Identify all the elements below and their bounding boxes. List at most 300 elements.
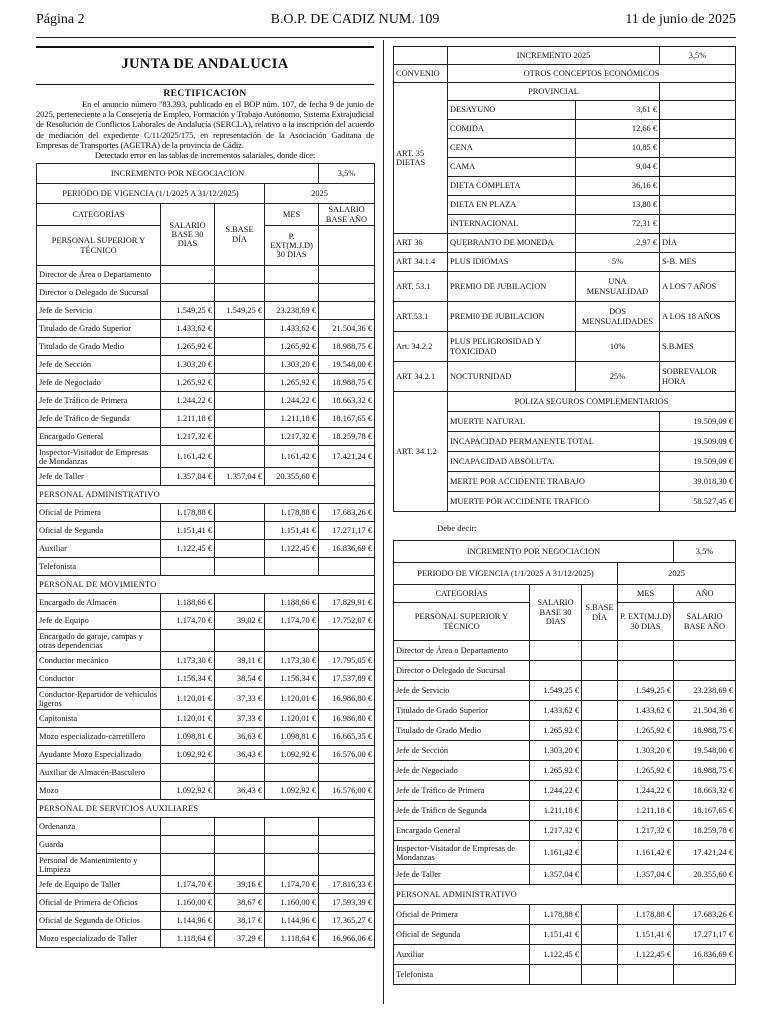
salario-base-anio: 18.663,32 €: [674, 781, 736, 801]
salario-base-anio: [319, 266, 375, 284]
category-name: Inspector-Visitador de Empresas de Mondanzas: [394, 841, 530, 865]
pext-mes: 1.144,96 €: [265, 912, 319, 930]
sbase-dia: [582, 945, 618, 965]
category-name: Inspector-Visitador de Empresas de Mondanzas: [37, 446, 161, 468]
concept-row: [394, 302, 736, 332]
salario-base-anio: 18.259,78 €: [319, 428, 375, 446]
salario-base-30: 1.217,32 €: [530, 821, 582, 841]
pext-mes: 1.265,92 €: [265, 374, 319, 392]
category-name: Auxiliar: [37, 540, 161, 558]
sbase-dia: 1.549,25 €: [215, 302, 265, 320]
pext-mes: 1.188,66 €: [265, 594, 319, 612]
sbase-dia: [215, 630, 265, 652]
salario-base-anio: 18.988,75 €: [319, 374, 375, 392]
salario-base-30: 1.265,92 €: [530, 721, 582, 741]
dieta-name: COMIDA: [448, 120, 576, 139]
sbase-dia: [582, 841, 618, 865]
dieta-name: CAMA: [448, 158, 576, 177]
sbase-dia: [582, 641, 618, 661]
salario-base-anio: 17.829,91 €: [319, 594, 375, 612]
table-row: [37, 728, 375, 746]
salario-base-30: 1.118,64 €: [161, 930, 215, 948]
header-salario-base-anio: SALARIO BASE AÑO: [319, 204, 375, 226]
salario-base-anio: 17.421,24 €: [319, 446, 375, 468]
pext-mes: 1.265,92 €: [618, 761, 674, 781]
bulletin-title: B.O.P. DE CADIZ NUM. 109: [270, 12, 440, 27]
pext-mes: 1.161,42 €: [265, 446, 319, 468]
concept-name: PLUS IDIOMAS: [448, 253, 576, 272]
pext-mes: 1.265,92 €: [618, 721, 674, 741]
table-row: [37, 374, 375, 392]
table-row: [37, 392, 375, 410]
dieta-name: CENA: [448, 139, 576, 158]
salario-base-30: 1.357,04 €: [530, 865, 582, 885]
category-name: Mozo: [37, 782, 161, 800]
category-name: Jefe de Negociado: [394, 761, 530, 781]
increment-value: 3,5%: [674, 541, 736, 563]
salario-base-30: 1.244,22 €: [161, 392, 215, 410]
category-name: Oficial de Segunda: [394, 925, 530, 945]
error-note: Detectado error en las tablas de incrementos salariales, donde dice:: [94, 150, 316, 161]
pext-mes: 1.174,70 €: [265, 876, 319, 894]
sbase-dia: [215, 428, 265, 446]
category-name: Auxiliar de Almacén-Basculero: [37, 764, 161, 782]
table-row: [394, 841, 736, 865]
salario-base-30: 1.303,20 €: [161, 356, 215, 374]
table-row: [37, 746, 375, 764]
sbase-dia: [582, 761, 618, 781]
concept-name: PREMIO DE JUBILACION: [448, 272, 576, 302]
pext-mes: 1.265,92 €: [265, 338, 319, 356]
sbase-dia: [215, 522, 265, 540]
salario-base-30: 1.265,92 €: [161, 338, 215, 356]
category-name: Jefe de Equipo de Taller: [37, 876, 161, 894]
category-name: Capitonista: [37, 710, 161, 728]
salario-base-anio: 16.966,06 €: [319, 930, 375, 948]
sbase-dia: 1.357,04 €: [215, 468, 265, 486]
category-name: Jefe de Tráfico de Segunda: [394, 801, 530, 821]
salario-base-anio: 23.238,69 €: [674, 681, 736, 701]
insurance-name: MUERTE NATURAL: [448, 412, 660, 432]
salario-base-30: 1.174,70 €: [161, 876, 215, 894]
sbase-dia: [215, 320, 265, 338]
period-label: PERIODO DE VIGENCIA (1/1/2025 A 31/12/2025): [394, 563, 618, 585]
salario-base-anio: 17.271,17 €: [319, 522, 375, 540]
salario-base-30: 1.120,01 €: [161, 688, 215, 710]
sbase-dia: 38,17 €: [215, 912, 265, 930]
sbase-dia: 39,16 €: [215, 876, 265, 894]
category-name: Jefe de Taller: [37, 468, 161, 486]
sbase-dia: [215, 504, 265, 522]
header-empty-cell: [319, 226, 375, 266]
table-row: [37, 764, 375, 782]
pext-mes: [265, 836, 319, 854]
salario-base-30: 1.211,18 €: [530, 801, 582, 821]
dieta-value: 12,66 €: [576, 120, 660, 139]
salario-base-30: 1.151,41 €: [161, 522, 215, 540]
salario-base-anio: 17.365,27 €: [319, 912, 375, 930]
insurance-value: 39.018,30 €: [660, 472, 736, 492]
salario-base-anio: 17.537,89 €: [319, 670, 375, 688]
table-row: [394, 801, 736, 821]
header-salario-base-30: SALARIO BASE 30 DIAS: [530, 585, 582, 641]
pext-mes: 1.244,22 €: [618, 781, 674, 801]
dieta-value: 10,85 €: [576, 139, 660, 158]
sbase-dia: [215, 356, 265, 374]
poliza-row: [394, 392, 736, 412]
pext-mes: 1.357,04 €: [618, 865, 674, 885]
table-row: [394, 905, 736, 925]
salario-base-30: 1.098,81 €: [161, 728, 215, 746]
table-row: [37, 594, 375, 612]
page-header: [36, 12, 736, 34]
pext-mes: 1.303,20 €: [618, 741, 674, 761]
category-name: Jefe de Tráfico de Primera: [37, 392, 161, 410]
table-row: [394, 965, 736, 985]
salario-base-anio: 17.752,07 €: [319, 612, 375, 630]
salario-base-30: 1.433,62 €: [530, 701, 582, 721]
table-row: [394, 781, 736, 801]
section-row: [37, 800, 375, 818]
sbase-dia: [215, 854, 265, 876]
table-row: [394, 761, 736, 781]
concept-row: [394, 253, 736, 272]
table-row: [394, 865, 736, 885]
table-row: [37, 540, 375, 558]
table-row: [37, 284, 375, 302]
pext-mes: 20.355,60 €: [265, 468, 319, 486]
table-row: [37, 266, 375, 284]
category-name: Guarda: [37, 836, 161, 854]
header-sbase-dia: S.BASE DÍA: [582, 585, 618, 641]
salario-base-30: 1.173,30 €: [161, 652, 215, 670]
category-name: Oficial de Segunda de Oficios: [37, 912, 161, 930]
sbase-dia: [215, 266, 265, 284]
salario-base-30: 1.092,92 €: [161, 746, 215, 764]
table-row: [394, 701, 736, 721]
sbase-dia: [215, 836, 265, 854]
salario-base-30: 1.217,32 €: [161, 428, 215, 446]
table-row: [37, 876, 375, 894]
salario-base-anio: 18.167,65 €: [674, 801, 736, 821]
empty-cell: [660, 120, 736, 139]
salario-base-anio: [319, 284, 375, 302]
pext-mes: 1.549,25 €: [618, 681, 674, 701]
salario-base-anio: 18.988,75 €: [319, 338, 375, 356]
table-row: [37, 320, 375, 338]
pext-mes: 1.098,81 €: [265, 728, 319, 746]
table-row: [394, 641, 736, 661]
table-row: [37, 710, 375, 728]
category-name: Titulado de Grado Medio: [394, 721, 530, 741]
insurance-value: 19.509,09 €: [660, 432, 736, 452]
poliza-label: POLIZA SEGUROS COMPLEMENTARIOS: [448, 392, 736, 412]
salario-base-anio: [674, 641, 736, 661]
concept-row: [394, 272, 736, 302]
category-name: Jefe de Negociado: [37, 374, 161, 392]
table-row: [394, 681, 736, 701]
header-sbase-dia: S.BASE DÍA: [215, 204, 265, 266]
table-row: [37, 930, 375, 948]
debe-decir-note: Debe decir:: [437, 523, 477, 533]
concept-article: ART 36: [394, 234, 448, 253]
concept-value: 25%: [576, 362, 660, 392]
right-column: [393, 46, 735, 985]
table-row: [37, 428, 375, 446]
salario-base-anio: [319, 836, 375, 854]
salario-base-30: 1.265,92 €: [530, 761, 582, 781]
issue-date: 11 de junio de 2025: [625, 12, 736, 27]
sbase-dia: [582, 821, 618, 841]
category-name: Mozo especializado de Taller: [37, 930, 161, 948]
sbase-dia: [215, 594, 265, 612]
salario-base-anio: 18.988,75 €: [674, 721, 736, 741]
category-name: Personal de Mantenimiento y Limpieza: [37, 854, 161, 876]
section-row: [37, 576, 375, 594]
salario-base-anio: 16.836,69 €: [674, 945, 736, 965]
pext-mes: [265, 266, 319, 284]
dieta-value: 36,16 €: [576, 177, 660, 196]
category-name: Director de Área o Departamento: [37, 266, 161, 284]
dieta-name: DIETA COMPLETA: [448, 177, 576, 196]
section-row: [394, 885, 736, 905]
salario-base-anio: 16.986,80 €: [319, 688, 375, 710]
period-value: 2025: [265, 184, 375, 204]
pext-mes: 1.120,01 €: [265, 688, 319, 710]
category-name: Jefe de Sección: [37, 356, 161, 374]
salary-table-correct: [393, 540, 736, 985]
table-row: [37, 522, 375, 540]
table-row: [37, 504, 375, 522]
concept-value: 5%: [576, 253, 660, 272]
table-row: [37, 302, 375, 320]
dieta-value: 72,31 €: [576, 215, 660, 234]
salario-base-anio: 19.548,00 €: [319, 356, 375, 374]
pext-mes: [265, 284, 319, 302]
table-row: [37, 338, 375, 356]
table-row: [37, 894, 375, 912]
empty-cell: [660, 101, 736, 120]
sbase-dia: [215, 558, 265, 576]
category-name: Jefe de Tráfico de Primera: [394, 781, 530, 801]
table-row: [37, 558, 375, 576]
empty-cell: [660, 215, 736, 234]
pext-mes: 1.118,64 €: [265, 930, 319, 948]
sbase-dia: [582, 925, 618, 945]
category-name: Director de Área o Departamento: [394, 641, 530, 661]
table-row: [394, 925, 736, 945]
insurance-value: 19.509,09 €: [660, 452, 736, 472]
category-name: Conductor mecánico: [37, 652, 161, 670]
salario-base-30: 1.161,42 €: [530, 841, 582, 865]
table-row: [37, 630, 375, 652]
category-name: Telefonista: [37, 558, 161, 576]
concept-article: Art. 34.2.2: [394, 332, 448, 362]
salario-base-30: 1.122,45 €: [161, 540, 215, 558]
salario-base-30: [161, 558, 215, 576]
otros-conceptos-label: OTROS CONCEPTOS ECONÓMICOS: [448, 65, 736, 83]
table-row: [37, 410, 375, 428]
category-name: Jefe de Taller: [394, 865, 530, 885]
sbase-dia: [215, 338, 265, 356]
salario-base-anio: 16.576,00 €: [319, 746, 375, 764]
sbase-dia: [215, 410, 265, 428]
table-row: [37, 670, 375, 688]
sbase-dia: [582, 721, 618, 741]
pext-mes: 23.238,69 €: [265, 302, 319, 320]
section-title: RECTIFICACION: [163, 89, 247, 99]
salario-base-anio: 21.504,36 €: [319, 320, 375, 338]
sbase-dia: 36,63 €: [215, 728, 265, 746]
concept-article: ART. 53.1: [394, 272, 448, 302]
sbase-dia: [215, 764, 265, 782]
dieta-value: 9,04 €: [576, 158, 660, 177]
section-label: PERSONAL DE SERVICIOS AUXILIARES: [37, 800, 375, 818]
insurance-value: 19.509,09 €: [660, 412, 736, 432]
table-row: [394, 741, 736, 761]
salario-base-30: 1.174,70 €: [161, 612, 215, 630]
sbase-dia: [582, 781, 618, 801]
salario-base-30: 1.357,04 €: [161, 468, 215, 486]
category-name: Director o Delegado de Sucursal: [37, 284, 161, 302]
pext-mes: [265, 558, 319, 576]
category-name: Encargado General: [394, 821, 530, 841]
pext-mes: 1.174,70 €: [265, 612, 319, 630]
increment-2025-value: 3,5%: [660, 47, 736, 65]
pext-mes: 1.178,88 €: [618, 905, 674, 925]
sbase-dia: [215, 284, 265, 302]
table-row: [37, 836, 375, 854]
salario-base-anio: [319, 630, 375, 652]
pext-mes: 1.151,41 €: [265, 522, 319, 540]
concept-unit: DÍA: [660, 234, 736, 253]
pext-mes: 1.433,62 €: [618, 701, 674, 721]
pext-mes: [265, 818, 319, 836]
insurance-value: 58.527,45 €: [660, 492, 736, 512]
pext-mes: 1.173,30 €: [265, 652, 319, 670]
category-name: Encargado de garaje, campas y otras dependencias: [37, 630, 161, 652]
salario-base-anio: 19.548,00 €: [674, 741, 736, 761]
category-name: Oficial de Primera de Oficios: [37, 894, 161, 912]
concept-article: ART 34.2.1: [394, 362, 448, 392]
category-name: Jefe de Tráfico de Segunda: [37, 410, 161, 428]
concept-name: PREMI0 DE JUBILACION: [448, 302, 576, 332]
pext-mes: 1.122,45 €: [265, 540, 319, 558]
salario-base-30: 1.211,18 €: [161, 410, 215, 428]
table-row: [37, 912, 375, 930]
dieta-name: DIETA EN PLAZA: [448, 196, 576, 215]
dieta-name: INTERNACIONAL: [448, 215, 576, 234]
salario-base-30: 1.144,96 €: [161, 912, 215, 930]
salario-base-anio: 16.836,69 €: [319, 540, 375, 558]
pext-mes: 1.151,41 €: [618, 925, 674, 945]
period-label: PERIODO DE VIGENCIA (1/1/2025 A 31/12/2025): [37, 184, 265, 204]
salario-base-anio: 17.683,26 €: [674, 905, 736, 925]
section-label: PERSONAL ADMINISTRATIVO: [394, 885, 736, 905]
header-categorias: CATEGORÍAS: [37, 204, 161, 226]
sbase-dia: 38,54 €: [215, 670, 265, 688]
sbase-dia: [582, 965, 618, 985]
header-mes: MES: [618, 585, 674, 603]
salario-base-anio: 21.504,36 €: [674, 701, 736, 721]
salario-base-30: [530, 965, 582, 985]
category-name: Telefonista: [394, 965, 530, 985]
table-row: [394, 821, 736, 841]
category-name: Titulado de Grado Superior: [394, 701, 530, 721]
pext-mes: 1.161,42 €: [618, 841, 674, 865]
header-personal-superior: PERSONAL SUPERIOR Y TÉCNICO: [37, 226, 161, 266]
sbase-dia: 36,43 €: [215, 782, 265, 800]
table-row: [37, 688, 375, 710]
salario-base-anio: 18.663,32 €: [319, 392, 375, 410]
pext-mes: [265, 764, 319, 782]
salario-base-anio: 18.259,78 €: [674, 821, 736, 841]
salario-base-anio: 18.167,65 €: [319, 410, 375, 428]
art35-dietas-label: ART. 35 DIETAS: [394, 83, 448, 234]
table-row: [394, 721, 736, 741]
salario-base-30: [161, 818, 215, 836]
concept-name: PLUS PELIGROSIDAD Y TOXICIDAD: [448, 332, 576, 362]
concept-row: [394, 332, 736, 362]
empty-cell: [660, 139, 736, 158]
header-salario-base-30: SALARIO BASE 30 DIAS: [161, 204, 215, 266]
salario-base-anio: [674, 965, 736, 985]
insurance-name: INCAPACIDAD PERMANENTE TOTAL: [448, 432, 660, 452]
header-salario-base-anio: SALARIO BASE AÑO: [674, 603, 736, 641]
concept-name: QUEBRANTO DE MONEDA: [448, 234, 576, 253]
salario-base-30: 1.549,25 €: [530, 681, 582, 701]
pext-mes: [265, 630, 319, 652]
sbase-dia: [215, 446, 265, 468]
category-name: Oficial de Primera: [37, 504, 161, 522]
category-name: Mozo especializado-carretillero: [37, 728, 161, 746]
header-categorias: CATEGORÍAS: [394, 585, 530, 603]
rectification-paragraph: En el anuncio número "83.393, publicado en el BOP núm. 107, de fecha 9 de junio de 2025, perteneciente a la Consejería de Empleo, Formación y Trabajo Autónomo, Sistema Extrajudicial de Resolución de Conflictos Laborales de Andalucía (SERCLA), relativo a la inscripción del acuerdo de mediación del expediente C/11/2025/175, en representación de la Asociación Gaditana de Empresas de Transportes (AGETRA) de la provincia de Cádiz.: [36, 99, 374, 150]
pext-mes: [618, 661, 674, 681]
salario-base-anio: 17.816,33 €: [319, 876, 375, 894]
pext-mes: 1.156,34 €: [265, 670, 319, 688]
salario-base-anio: [319, 854, 375, 876]
art341-label: ART. 34.1.2: [394, 392, 448, 512]
pext-mes: 1.211,18 €: [618, 801, 674, 821]
sbase-dia: 38,67 €: [215, 894, 265, 912]
concept-value: UNA MENSUALIDAD: [576, 272, 660, 302]
salario-base-anio: 16.665,35 €: [319, 728, 375, 746]
category-name: Jefe de Servicio: [394, 681, 530, 701]
section-label: PERSONAL ADMINISTRATIVO: [37, 486, 375, 504]
header-rule: [36, 37, 736, 38]
header-anio: AÑO: [674, 585, 736, 603]
salario-base-anio: 17.421,24 €: [674, 841, 736, 865]
concept-value: 2,97 €: [576, 234, 660, 253]
insurance-name: MERTE POR ACCIDENTE TRABAJO: [448, 472, 660, 492]
concept-row: [394, 362, 736, 392]
insurance-name: INCAPACIDAD ABSOLUTA.: [448, 452, 660, 472]
table-row: [37, 468, 375, 486]
pext-mes: 1.433,62 €: [265, 320, 319, 338]
salario-base-anio: [674, 661, 736, 681]
sbase-dia: [582, 741, 618, 761]
salario-base-30: 1.156,34 €: [161, 670, 215, 688]
left-column: [36, 46, 374, 948]
table-row: [37, 612, 375, 630]
salario-base-30: 1.303,20 €: [530, 741, 582, 761]
pext-mes: [618, 641, 674, 661]
sbase-dia: [582, 681, 618, 701]
category-name: Jefe de Sección: [394, 741, 530, 761]
salario-base-anio: [319, 818, 375, 836]
salario-base-30: 1.433,62 €: [161, 320, 215, 338]
